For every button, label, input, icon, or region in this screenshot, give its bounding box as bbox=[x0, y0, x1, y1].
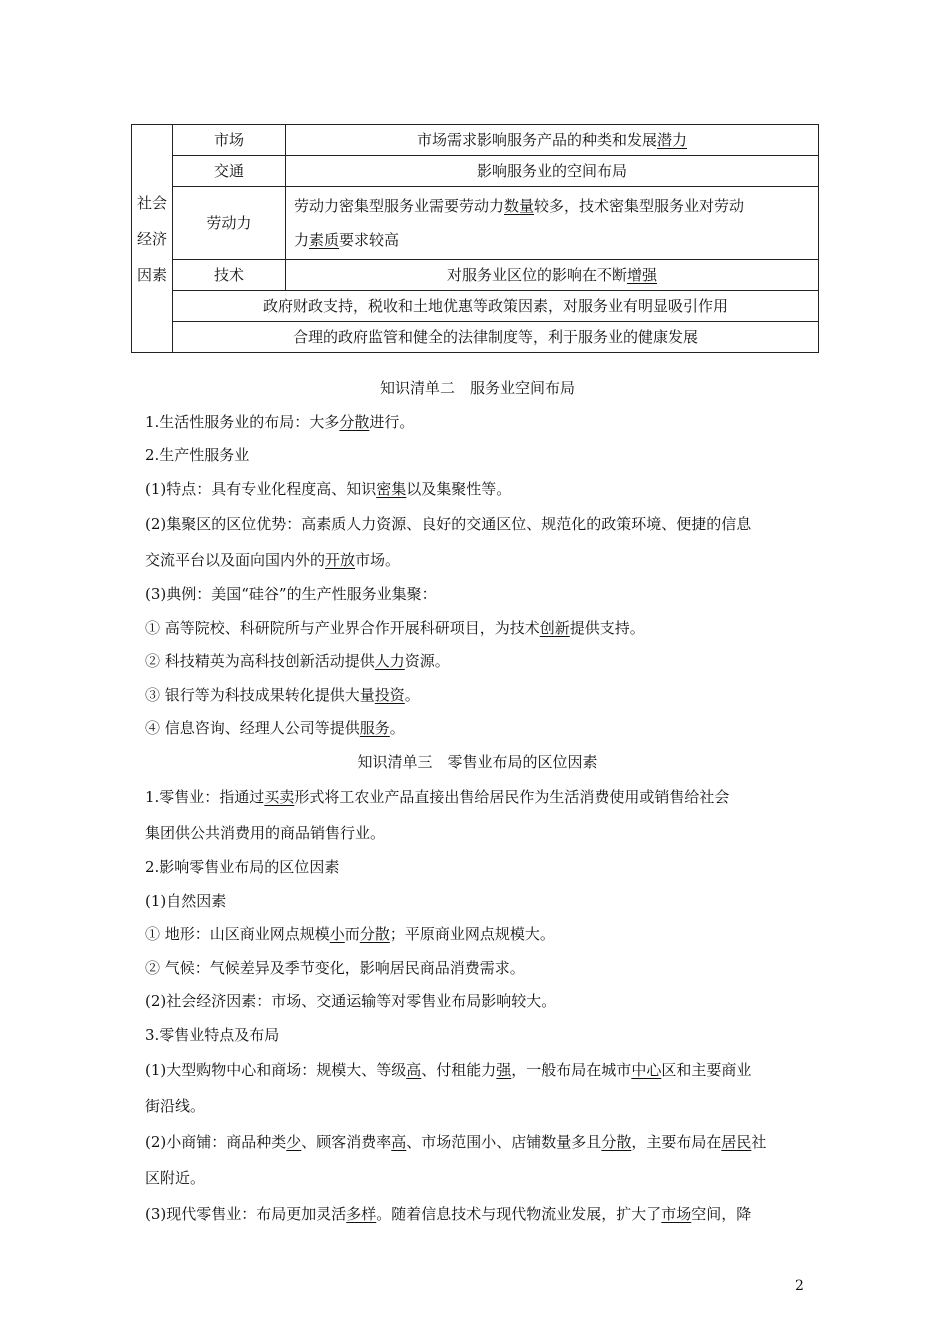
text-line: ② 气候：气候差异及季节变化，影响居民商品消费需求。 bbox=[145, 958, 525, 977]
factor-cell: 交通 bbox=[173, 156, 286, 187]
section-heading: 知识清单二 服务业空间布局 bbox=[379, 379, 575, 397]
text-line: (2)集聚区的区位优势：高素质人力资源、良好的交通区位、规范化的政策环境、便捷的信息 bbox=[145, 515, 752, 533]
text: 要求较高 bbox=[339, 231, 400, 249]
text-line: (1)特点：具有专业化程度高、知识密集以及集聚性等。 bbox=[145, 479, 512, 498]
text-line: 区附近。 bbox=[145, 1169, 206, 1187]
text-line: ④ 信息咨询、经理人公司等提供服务。 bbox=[145, 719, 405, 737]
underlined-term: 服务 bbox=[359, 719, 390, 737]
table-row bbox=[132, 125, 819, 156]
underlined-term: 人力 bbox=[374, 652, 405, 670]
text-line: ① 高等院校、科研院所与产业界合作开展科研项目，为技术创新提供支持。 bbox=[145, 618, 645, 637]
description-cell bbox=[286, 187, 819, 260]
text-line: 集团供公共消费用的商品销售行业。 bbox=[145, 824, 386, 842]
text: 劳动力密集型服务业需要劳动力 bbox=[294, 197, 505, 215]
text: 影响服务业的空间布局 bbox=[476, 162, 627, 180]
text-line: (2)社会经济因素：市场、交通运输等对零售业布局影响较大。 bbox=[145, 992, 557, 1010]
section-heading: 知识清单三 零售业布局的区位因素 bbox=[357, 752, 598, 771]
underlined-term: 买卖 bbox=[264, 788, 295, 806]
factor-cell: 技术 bbox=[173, 260, 286, 291]
text-line: (3)现代零售业：布局更加灵活多样。随着信息技术与现代物流业发展，扩大了市场空间，降 bbox=[145, 1205, 752, 1223]
merged-cell: 合理的政府监管和健全的法律制度等，利于服务业的健康发展 bbox=[173, 322, 819, 353]
underlined-term: 潜力 bbox=[657, 131, 688, 149]
underlined-term: 密集 bbox=[376, 479, 407, 498]
text-line: 1.零售业：指通过买卖形式将工农业产品直接出售给居民作为生活消费使用或销售给社会 bbox=[145, 788, 730, 806]
table-row bbox=[132, 260, 819, 291]
table-row bbox=[132, 187, 819, 260]
table-row bbox=[132, 322, 819, 353]
underlined-term: 分散 bbox=[339, 412, 370, 431]
underlined-term: 素质 bbox=[309, 231, 340, 249]
body-content bbox=[145, 372, 810, 1232]
table-row bbox=[132, 291, 819, 322]
underlined-term: 多样 bbox=[346, 1205, 377, 1223]
text-line: (1)自然因素 bbox=[145, 891, 227, 910]
group-label-line: 因素 bbox=[136, 265, 167, 284]
underlined-term: 增强 bbox=[627, 266, 658, 284]
underlined-term: 中心 bbox=[631, 1061, 662, 1079]
underlined-term: 开放 bbox=[325, 551, 356, 569]
underlined-term: 居民 bbox=[721, 1133, 752, 1151]
factor-cell: 市场 bbox=[173, 125, 286, 156]
underlined-term: 分散 bbox=[359, 925, 390, 943]
merged-cell: 政府财政支持，税收和土地优惠等政策因素，对服务业有明显吸引作用 bbox=[173, 291, 819, 322]
text-line: 街沿线。 bbox=[145, 1097, 206, 1115]
factors-table bbox=[131, 124, 819, 353]
text: 较多，技术密集型服务业对劳动 bbox=[534, 197, 745, 215]
underlined-term: 强 bbox=[496, 1061, 512, 1079]
text-line: ③ 银行等为科技成果转化提供大量投资。 bbox=[145, 685, 420, 704]
underlined-term: 小 bbox=[329, 925, 345, 943]
group-label-line: 经济 bbox=[136, 229, 167, 248]
table-row bbox=[132, 156, 819, 187]
text: 对服务业区位的影响在不断 bbox=[446, 266, 627, 284]
page-number: 2 bbox=[795, 1278, 804, 1294]
underlined-term: 创新 bbox=[539, 618, 570, 637]
description-cell bbox=[286, 156, 819, 187]
text: 市场需求影响服务产品的种类和发展 bbox=[416, 131, 657, 149]
factor-cell: 劳动力 bbox=[173, 187, 286, 260]
text-line: 2.影响零售业布局的区位因素 bbox=[145, 858, 340, 876]
description-cell bbox=[286, 260, 819, 291]
text-line: ① 地形：山区商业网点规模小而分散；平原商业网点规模大。 bbox=[145, 925, 555, 943]
group-label-line: 社会 bbox=[136, 193, 167, 212]
text-line: 2.生产性服务业 bbox=[145, 446, 250, 464]
underlined-term: 高 bbox=[391, 1133, 407, 1151]
underlined-term: 少 bbox=[286, 1133, 302, 1151]
text-line: 交流平台以及面向国内外的开放市场。 bbox=[145, 551, 401, 569]
text-line: (2)小商铺：商品种类少、顾客消费率高、市场范围小、店铺数量多且分散，主要布局在居民社 bbox=[145, 1133, 767, 1151]
underlined-term: 数量 bbox=[504, 197, 535, 215]
text-line: (3)典例：美国“硅谷”的生产性服务业集聚： bbox=[145, 585, 437, 603]
text-line: (1)大型购物中心和商场：规模大、等级高、付租能力强，一般布局在城市中心区和主要商业 bbox=[145, 1061, 752, 1079]
description-cell bbox=[286, 125, 819, 156]
text-line: ② 科技精英为高科技创新活动提供人力资源。 bbox=[145, 652, 450, 670]
underlined-term: 市场 bbox=[661, 1205, 692, 1223]
group-cell bbox=[132, 125, 173, 353]
underlined-term: 高 bbox=[406, 1061, 422, 1079]
text-line: 1.生活性服务业的布局：大多分散进行。 bbox=[145, 412, 415, 431]
underlined-term: 投资 bbox=[374, 685, 405, 704]
text-line: 3.零售业特点及布局 bbox=[145, 1025, 280, 1044]
text: 力 bbox=[294, 231, 310, 249]
underlined-term: 分散 bbox=[601, 1133, 632, 1151]
